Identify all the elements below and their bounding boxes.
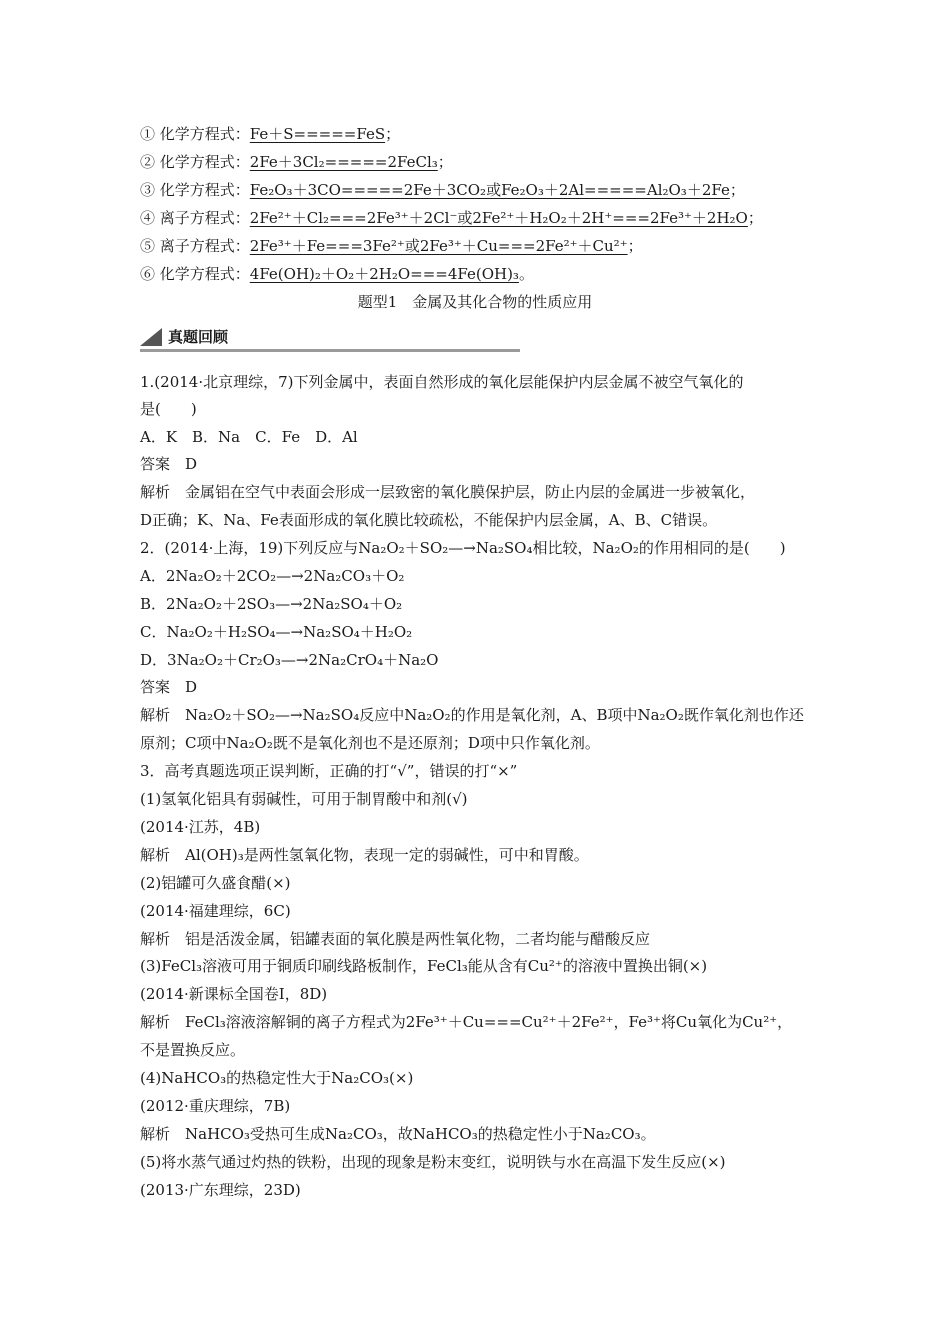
text-line: 解析 Na₂O₂＋SO₂—→Na₂SO₄反应中Na₂O₂的作用是氧化剂，A、B项中Na₂O₂既作氧化剂也作还 [140,706,804,724]
text-line: D正确；K、Na、Fe表面形成的氧化膜比较疏松，不能保护内层金属，A、B、C错误。 [140,511,718,529]
text-line: (2014·新课标全国卷Ⅰ，8D) [140,985,328,1003]
text-line: 1.(2014·北京理综，7)下列金属中，表面自然形成的氧化层能保护内层金属不被空气氧化的 [140,373,744,391]
text-line: (1)氢氧化铝具有弱碱性，可用于制胃酸中和剂(√) [140,790,468,808]
equation-2: ② 化学方程式：2Fe＋3Cl₂=====2FeCl₃； [140,153,453,171]
equation-1: ① 化学方程式：Fe＋S=====FeS； [140,125,401,143]
text-line: 解析 NaHCO₃受热可生成Na₂CO₃，故NaHCO₃的热稳定性小于Na₂CO₃。 [140,1125,656,1143]
section-title: 题型1 金属及其化合物的性质应用 [357,293,593,311]
text-line: 2．(2014·上海，19)下列反应与Na₂O₂＋SO₂—→Na₂SO₄相比较，Na₂O₂的作用相同的是( ) [140,539,786,557]
text-line: A．K B．Na C．Fe D．Al [140,428,358,446]
text-line: (4)NaHCO₃的热稳定性大于Na₂CO₃(×) [140,1069,414,1087]
text-line: 解析 Al(OH)₃是两性氢氧化物，表现一定的弱碱性，可中和胃酸。 [140,846,589,864]
text-line: (2012·重庆理综，7B) [140,1097,291,1115]
text-line: 解析 FeCl₃溶液溶解铜的离子方程式为2Fe³⁺＋Cu===Cu²⁺＋2Fe²⁺，Fe³⁺将Cu氧化为Cu²⁺， [140,1013,793,1031]
equation-answer: 2Fe³⁺＋Fe===3Fe²⁺或2Fe³⁺＋Cu===2Fe²⁺＋Cu²⁺ [249,237,628,255]
text-line: (2014·江苏，4B) [140,818,261,836]
text-line: 答案 D [140,455,198,473]
text-line: 3．高考真题选项正误判断，正确的打“√”，错误的打“×” [140,762,518,780]
text-line: (2014·福建理综，6C) [140,902,291,920]
text-line: 解析 金属铝在空气中表面会形成一层致密的氧化膜保护层，防止内层的金属进一步被氧化， [140,483,756,501]
text-line: 原剂；C项中Na₂O₂既不是氧化剂也不是还原剂；D项中只作氧化剂。 [140,734,600,752]
text-line: A．2Na₂O₂＋2CO₂—→2Na₂CO₃＋O₂ [140,567,405,585]
text-line: 解析 铝是活泼金属，铝罐表面的氧化膜是两性氧化物，二者均能与醋酸反应 [140,930,651,948]
text-line: (5)将水蒸气通过灼热的铁粉，出现的现象是粉末变红，说明铁与水在高温下发生反应(×) [140,1153,726,1171]
equation-answer: 2Fe＋3Cl₂=====2FeCl₃ [249,153,438,171]
header-divider [140,349,520,352]
text-line: C．Na₂O₂＋H₂SO₄—→Na₂SO₄＋H₂O₂ [140,623,413,641]
text-line: 答案 D [140,678,198,696]
text-line: (2)铝罐可久盛食醋(×) [140,874,291,892]
text-line: 不是置换反应。 [140,1041,246,1059]
equation-3: ③ 化学方程式：Fe₂O₃＋3CO=====2Fe＋3CO₂或Fe₂O₃＋2Al=====Al₂O₃＋2Fe； [140,181,745,199]
section-header-label: 真题回顾 [168,328,229,346]
equation-6: ⑥ 化学方程式：4Fe(OH)₂＋O₂＋2H₂O===4Fe(OH)₃。 [140,265,534,283]
equation-answer: 2Fe²⁺＋Cl₂===2Fe³⁺＋2Cl⁻或2Fe²⁺＋H₂O₂＋2H⁺===2Fe³⁺＋2H₂O [249,209,748,227]
text-line: (3)FeCl₃溶液可用于铜质印刷线路板制作，FeCl₃能从含有Cu²⁺的溶液中置换出铜(×) [140,957,708,975]
equation-5: ⑤ 离子方程式：2Fe³⁺＋Fe===3Fe²⁺或2Fe³⁺＋Cu===2Fe²⁺＋Cu²⁺； [140,237,643,255]
text-line: (2013·广东理综，23D) [140,1181,301,1199]
equation-answer: Fe₂O₃＋3CO=====2Fe＋3CO₂或Fe₂O₃＋2Al=====Al₂O₃＋2Fe [249,181,730,199]
text-line: D．3Na₂O₂＋Cr₂O₃—→2Na₂CrO₄＋Na₂O [140,651,439,669]
equation-4: ④ 离子方程式：2Fe²⁺＋Cl₂===2Fe³⁺＋2Cl⁻或2Fe²⁺＋H₂O₂＋2H⁺===2Fe³⁺＋2H₂O； [140,209,763,227]
text-line: B．2Na₂O₂＋2SO₃—→2Na₂SO₄＋O₂ [140,595,403,613]
corner-triangle-icon [140,328,162,346]
equation-answer: 4Fe(OH)₂＋O₂＋2H₂O===4Fe(OH)₃ [249,265,519,283]
text-line: 是( ) [140,400,197,418]
equation-answer: Fe＋S=====FeS [249,125,386,143]
section-header [140,326,520,350]
